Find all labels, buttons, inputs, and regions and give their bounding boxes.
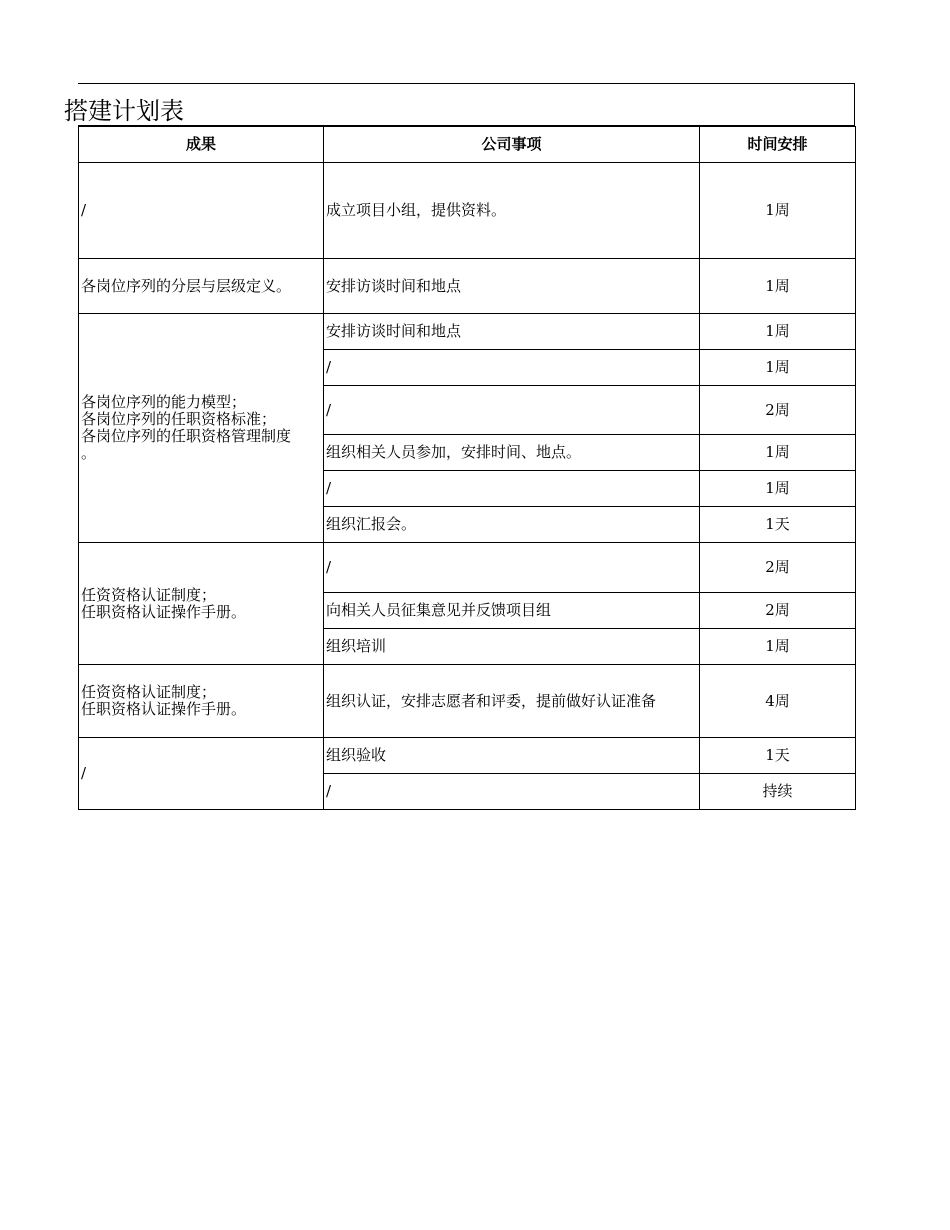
table-row [79,259,856,314]
time-cell[interactable]: 1天 [700,738,856,774]
table-row [79,314,856,350]
company-cell[interactable]: 向相关人员征集意见并反馈项目组 [324,593,700,629]
outcome-cell[interactable]: 任资资格认证制度； 任职资格认证操作手册。 [79,543,324,665]
time-cell[interactable]: 1周 [700,163,856,259]
company-cell[interactable]: / [324,350,700,386]
title-row [64,83,855,126]
outcome-cell[interactable]: / [79,163,324,259]
time-cell[interactable]: 1周 [700,629,856,665]
time-cell[interactable]: 2周 [700,593,856,629]
time-cell[interactable]: 1天 [700,507,856,543]
company-cell[interactable]: / [324,774,700,810]
header-time: 时间安排 [700,127,856,163]
time-cell[interactable]: 1周 [700,435,856,471]
header-company: 公司事项 [324,127,700,163]
table-row [79,665,856,738]
time-cell[interactable]: 1周 [700,314,856,350]
table-row [79,163,856,259]
time-cell[interactable]: 2周 [700,543,856,593]
outcome-cell[interactable]: / [79,738,324,810]
sheet-title: 搭建计划表 [64,97,184,125]
time-cell[interactable]: 1周 [700,259,856,314]
time-cell[interactable]: 1周 [700,350,856,386]
company-cell[interactable]: / [324,471,700,507]
company-cell[interactable]: 组织汇报会。 [324,507,700,543]
header-row [79,127,856,163]
company-cell[interactable]: / [324,543,700,593]
table-row [79,738,856,774]
table-row [79,543,856,593]
outcome-cell[interactable]: 各岗位序列的分层与层级定义。 [79,259,324,314]
company-cell[interactable]: 安排访谈时间和地点 [324,259,700,314]
time-cell[interactable]: 4周 [700,665,856,738]
company-cell[interactable]: 组织培训 [324,629,700,665]
company-cell[interactable]: 组织相关人员参加，安排时间、地点。 [324,435,700,471]
outcome-cell[interactable]: 任资资格认证制度； 任职资格认证操作手册。 [79,665,324,738]
time-cell[interactable]: 2周 [700,386,856,435]
plan-sheet [64,83,855,810]
time-cell[interactable]: 持续 [700,774,856,810]
outcome-cell[interactable]: 各岗位序列的能力模型； 各岗位序列的任职资格标准； 各岗位序列的任职资格管理制度 。 [79,314,324,543]
company-cell[interactable]: 安排访谈时间和地点 [324,314,700,350]
company-cell[interactable]: 成立项目小组，提供资料。 [324,163,700,259]
plan-table [78,126,856,810]
company-cell[interactable]: 组织认证，安排志愿者和评委，提前做好认证准备 [324,665,700,738]
company-cell[interactable]: / [324,386,700,435]
header-outcome: 成果 [79,127,324,163]
time-cell[interactable]: 1周 [700,471,856,507]
company-cell[interactable]: 组织验收 [324,738,700,774]
